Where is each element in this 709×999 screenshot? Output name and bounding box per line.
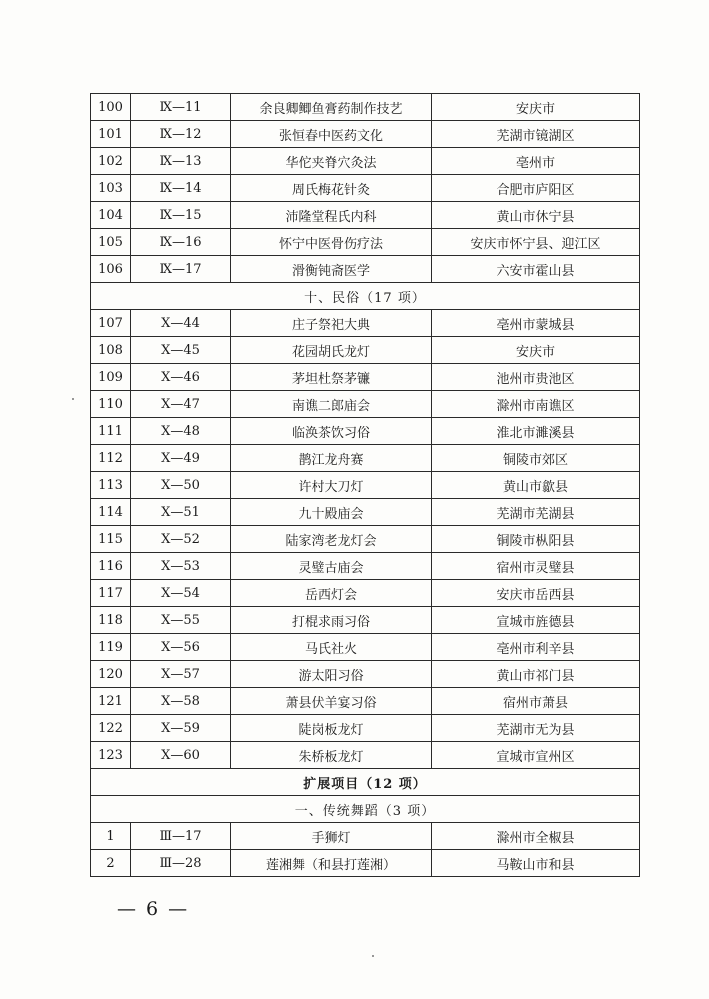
item-code-cell: Ⅹ—53 (131, 553, 231, 580)
region-cell: 滁州市南谯区 (432, 391, 640, 418)
table-row (91, 661, 640, 688)
item-code-cell: Ⅸ—16 (131, 229, 231, 256)
item-name-cell: 余良卿鲫鱼膏药制作技艺 (231, 94, 432, 121)
region-cell: 亳州市利辛县 (432, 634, 640, 661)
table-row (91, 715, 640, 742)
row-number-cell: 118 (91, 607, 131, 634)
region-cell: 宿州市萧县 (432, 688, 640, 715)
item-code-cell: Ⅲ—17 (131, 823, 231, 850)
item-code-cell: Ⅹ—58 (131, 688, 231, 715)
region-cell: 安庆市岳西县 (432, 580, 640, 607)
page-number: — 6 — (117, 898, 190, 920)
table-row (91, 445, 640, 472)
table-row (91, 688, 640, 715)
row-number-cell: 100 (91, 94, 131, 121)
item-code-cell: Ⅸ—17 (131, 256, 231, 283)
item-name-cell: 萧县伏羊宴习俗 (231, 688, 432, 715)
item-name-cell: 陆家湾老龙灯会 (231, 526, 432, 553)
table-row (91, 634, 640, 661)
region-cell: 安庆市怀宁县、迎江区 (432, 229, 640, 256)
item-code-cell: Ⅹ—59 (131, 715, 231, 742)
table-row (91, 553, 640, 580)
table-row (91, 391, 640, 418)
row-number-cell: 114 (91, 499, 131, 526)
item-name-cell: 九十殿庙会 (231, 499, 432, 526)
table-row (91, 526, 640, 553)
item-code-cell: Ⅸ—13 (131, 148, 231, 175)
item-code-cell: Ⅲ—28 (131, 850, 231, 877)
table-row (91, 607, 640, 634)
item-code-cell: Ⅸ—12 (131, 121, 231, 148)
section-header-row (91, 769, 640, 796)
region-cell: 马鞍山市和县 (432, 850, 640, 877)
row-number-cell: 106 (91, 256, 131, 283)
item-name-cell: 滑衡钝斋医学 (231, 256, 432, 283)
region-cell: 合肥市庐阳区 (432, 175, 640, 202)
section-header-row (91, 796, 640, 823)
region-cell: 铜陵市枞阳县 (432, 526, 640, 553)
row-number-cell: 115 (91, 526, 131, 553)
region-cell: 亳州市 (432, 148, 640, 175)
item-code-cell: Ⅹ—48 (131, 418, 231, 445)
item-name-cell: 莲湘舞（和县打莲湘） (231, 850, 432, 877)
row-number-cell: 1 (91, 823, 131, 850)
table-row (91, 742, 640, 769)
item-name-cell: 张恒春中医药文化 (231, 121, 432, 148)
scan-speck (72, 398, 74, 400)
item-code-cell: Ⅹ—60 (131, 742, 231, 769)
region-cell: 芜湖市芜湖县 (432, 499, 640, 526)
item-code-cell: Ⅹ—56 (131, 634, 231, 661)
item-name-cell: 茅坦杜祭茅镰 (231, 364, 432, 391)
item-name-cell: 临涣茶饮习俗 (231, 418, 432, 445)
item-code-cell: Ⅹ—52 (131, 526, 231, 553)
row-number-cell: 108 (91, 337, 131, 364)
table-row (91, 418, 640, 445)
row-number-cell: 110 (91, 391, 131, 418)
table-row (91, 202, 640, 229)
item-name-cell: 华佗夹脊穴灸法 (231, 148, 432, 175)
region-cell: 亳州市蒙城县 (432, 310, 640, 337)
item-name-cell: 周氏梅花针灸 (231, 175, 432, 202)
row-number-cell: 102 (91, 148, 131, 175)
row-number-cell: 116 (91, 553, 131, 580)
item-name-cell: 灵璧古庙会 (231, 553, 432, 580)
row-number-cell: 121 (91, 688, 131, 715)
row-number-cell: 123 (91, 742, 131, 769)
table-row (91, 850, 640, 877)
table-row (91, 310, 640, 337)
item-code-cell: Ⅹ—54 (131, 580, 231, 607)
table-row (91, 364, 640, 391)
region-cell: 芜湖市镜湖区 (432, 121, 640, 148)
item-name-cell: 南谯二郎庙会 (231, 391, 432, 418)
item-code-cell: Ⅹ—44 (131, 310, 231, 337)
item-code-cell: Ⅹ—47 (131, 391, 231, 418)
row-number-cell: 119 (91, 634, 131, 661)
row-number-cell: 117 (91, 580, 131, 607)
region-cell: 黄山市休宁县 (432, 202, 640, 229)
row-number-cell: 109 (91, 364, 131, 391)
table-body (91, 94, 640, 877)
table-row (91, 94, 640, 121)
item-code-cell: Ⅹ—51 (131, 499, 231, 526)
region-cell: 六安市霍山县 (432, 256, 640, 283)
item-code-cell: Ⅸ—15 (131, 202, 231, 229)
row-number-cell: 101 (91, 121, 131, 148)
item-name-cell: 许村大刀灯 (231, 472, 432, 499)
region-cell: 宣城市宣州区 (432, 742, 640, 769)
item-name-cell: 鹊江龙舟赛 (231, 445, 432, 472)
table-row (91, 256, 640, 283)
table-row (91, 148, 640, 175)
item-name-cell: 怀宁中医骨伤疗法 (231, 229, 432, 256)
section-header-row (91, 283, 640, 310)
item-name-cell: 朱桥板龙灯 (231, 742, 432, 769)
region-cell: 淮北市濉溪县 (432, 418, 640, 445)
item-name-cell: 庄子祭祀大典 (231, 310, 432, 337)
row-number-cell: 111 (91, 418, 131, 445)
row-number-cell: 122 (91, 715, 131, 742)
region-cell: 黄山市歙县 (432, 472, 640, 499)
region-cell: 宣城市旌德县 (432, 607, 640, 634)
table-row (91, 229, 640, 256)
section-label: 扩展项目（12 项） (91, 769, 640, 796)
item-code-cell: Ⅹ—49 (131, 445, 231, 472)
item-name-cell: 陡岗板龙灯 (231, 715, 432, 742)
table-row (91, 121, 640, 148)
item-code-cell: Ⅹ—45 (131, 337, 231, 364)
table-row (91, 580, 640, 607)
region-cell: 宿州市灵璧县 (432, 553, 640, 580)
table-row (91, 175, 640, 202)
item-code-cell: Ⅹ—55 (131, 607, 231, 634)
table-row (91, 823, 640, 850)
region-cell: 滁州市全椒县 (432, 823, 640, 850)
section-label: 十、民俗（17 项） (91, 283, 640, 310)
table-row (91, 337, 640, 364)
row-number-cell: 105 (91, 229, 131, 256)
row-number-cell: 113 (91, 472, 131, 499)
item-code-cell: Ⅹ—46 (131, 364, 231, 391)
item-code-cell: Ⅹ—50 (131, 472, 231, 499)
row-number-cell: 104 (91, 202, 131, 229)
item-name-cell: 花园胡氏龙灯 (231, 337, 432, 364)
scan-speck (372, 955, 374, 957)
item-name-cell: 岳西灯会 (231, 580, 432, 607)
region-cell: 芜湖市无为县 (432, 715, 640, 742)
item-name-cell: 沛隆堂程氏内科 (231, 202, 432, 229)
row-number-cell: 103 (91, 175, 131, 202)
row-number-cell: 2 (91, 850, 131, 877)
row-number-cell: 107 (91, 310, 131, 337)
section-label: 一、传统舞蹈（3 项） (91, 796, 640, 823)
row-number-cell: 112 (91, 445, 131, 472)
region-cell: 黄山市祁门县 (432, 661, 640, 688)
region-cell: 池州市贵池区 (432, 364, 640, 391)
region-cell: 安庆市 (432, 94, 640, 121)
item-name-cell: 马氏社火 (231, 634, 432, 661)
item-name-cell: 游太阳习俗 (231, 661, 432, 688)
item-name-cell: 打棍求雨习俗 (231, 607, 432, 634)
item-code-cell: Ⅸ—11 (131, 94, 231, 121)
table-row (91, 472, 640, 499)
item-code-cell: Ⅹ—57 (131, 661, 231, 688)
item-name-cell: 手狮灯 (231, 823, 432, 850)
table-row (91, 499, 640, 526)
heritage-list-table (90, 93, 640, 877)
region-cell: 安庆市 (432, 337, 640, 364)
region-cell: 铜陵市郊区 (432, 445, 640, 472)
row-number-cell: 120 (91, 661, 131, 688)
item-code-cell: Ⅸ—14 (131, 175, 231, 202)
